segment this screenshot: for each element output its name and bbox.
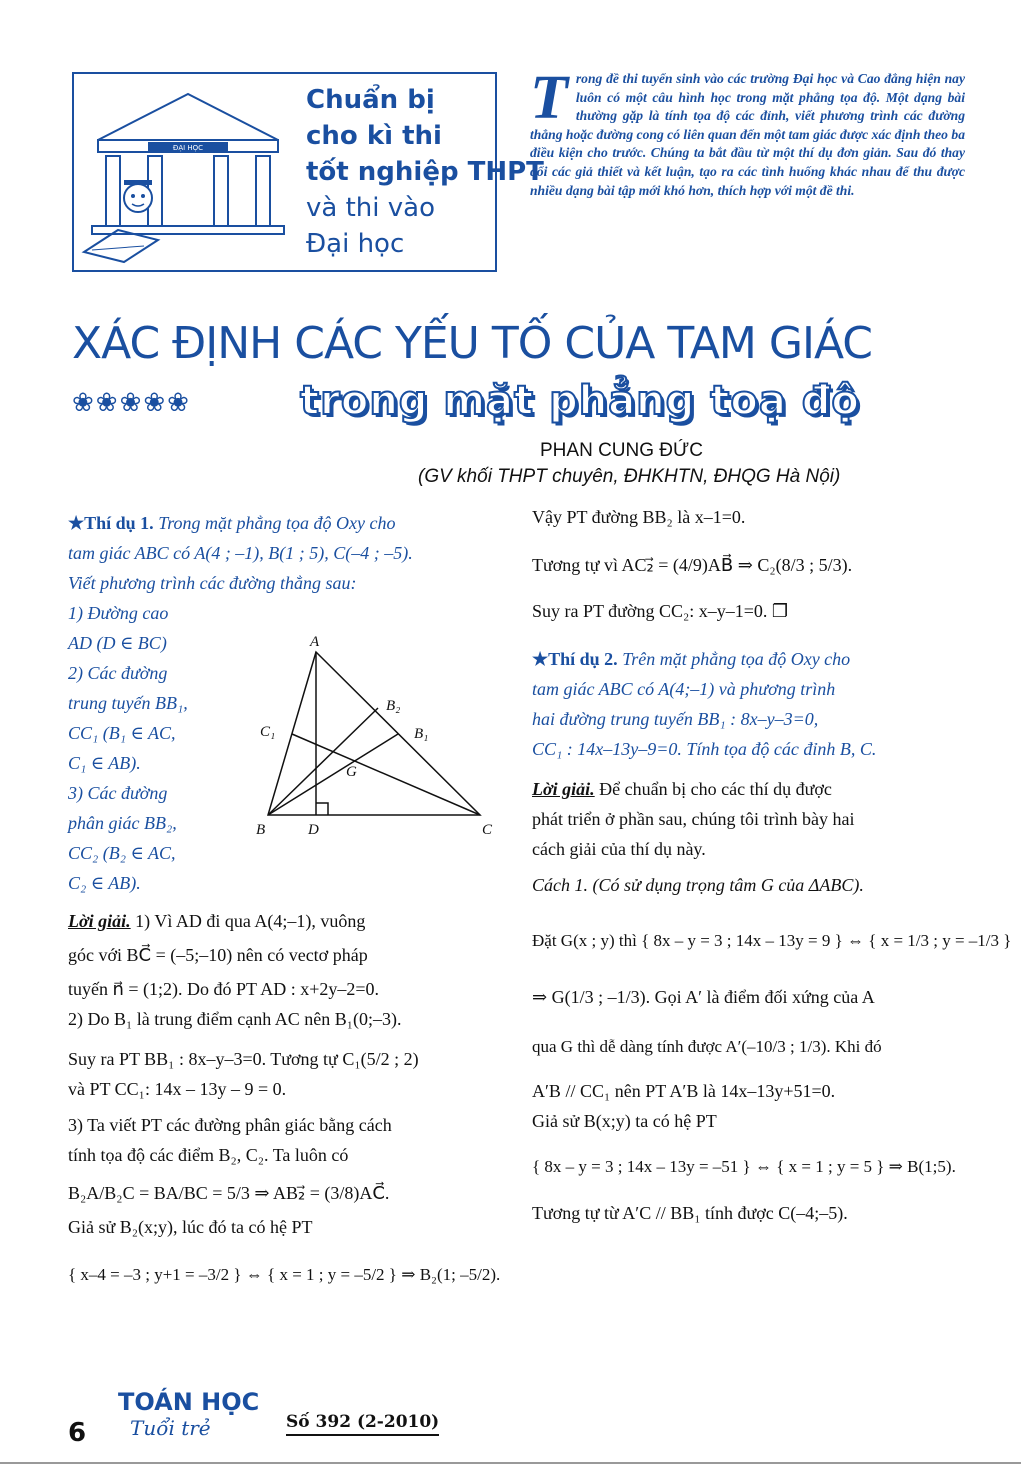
example-1-line: Trong mặt phẳng tọa độ Oxy cho: [153, 513, 396, 533]
example-1-line: 1) Đường cao: [68, 603, 169, 623]
solution-2-line: { 8x – y = 3 ; 14x – 13y = –51 } ⇔ { x = 1 ; y = 5 } ⇒ B(1;5).: [532, 1157, 956, 1176]
example-1-heading: ★Thí dụ 1.: [68, 513, 154, 533]
solution-2-line: Giả sử B(x;y) ta có hệ PT: [532, 1111, 717, 1131]
label-d: D: [308, 822, 319, 838]
solution-1-line: và PT CC₁: 14x – 13y – 9 = 0.: [68, 1079, 287, 1099]
example-2-line: Trên mặt phẳng tọa độ Oxy cho: [617, 649, 851, 669]
article-title: XÁC ĐỊNH CÁC YẾU TỐ CỦA TAM GIÁC: [72, 318, 873, 369]
svg-text:ĐẠI HỌC: ĐẠI HỌC: [172, 144, 204, 152]
solution-1-line: 1) Vì AD đi qua A(4;–1), vuông: [130, 911, 366, 931]
author-affiliation: (GV khối THPT chuyên, ĐHKHTN, ĐHQG Hà Nội): [418, 466, 841, 487]
continuation-line: Vậy PT đường BB₂ là x–1=0.: [532, 507, 746, 527]
header-title-line-4: và thi vào: [306, 193, 435, 223]
subtitle-row: [72, 378, 952, 436]
label-c: C: [482, 822, 493, 838]
example-2-heading: ★Thí dụ 2.: [532, 649, 618, 669]
solution-1-line: Giả sử B₂(x;y), lúc đó ta có hệ PT: [68, 1217, 313, 1237]
right-column: [532, 502, 1012, 1228]
example-1-line: C₂ ∈ AB).: [68, 873, 141, 893]
page-number: 6: [68, 1418, 87, 1448]
example-2-line: tam giác ABC có A(4;–1) và phương trình: [532, 679, 836, 699]
flower-ornament-icon: ❀❀❀❀❀: [72, 388, 191, 417]
example-1-line: trung tuyến BB₁,: [68, 693, 188, 713]
example-2-line: CC₁ : 14x–13y–9=0. Tính tọa độ các đỉnh B, C.: [532, 739, 877, 759]
school-building-illustration: [78, 80, 298, 265]
magazine-logo-top: TOÁN HỌC: [118, 1388, 260, 1416]
header-title-line-3: tốt nghiệp THPT: [306, 157, 544, 187]
header-title-line-1: Chuẩn bị: [306, 85, 435, 115]
header-box: [72, 72, 544, 272]
issue-number: Số 392 (2-2010): [286, 1412, 439, 1436]
example-1-line: tam giác ABC có A(4 ; –1), B(1 ; 5), C(–4 ; –5).: [68, 543, 413, 563]
magazine-logo-bottom: Tuổi trẻ: [130, 1416, 211, 1440]
solution-1-line: 2) Do B₁ là trung điểm cạnh AC nên B₁(0;–3).: [68, 1009, 402, 1029]
solution-1-line: tính tọa độ các điểm B₂, C₂. Ta luôn có: [68, 1145, 349, 1165]
solution-2-line: cách giải của thí dụ này.: [532, 839, 706, 859]
solution-1-line: Suy ra PT BB₁ : 8x–y–3=0. Tương tự C₁(5/2 ; 2): [68, 1049, 419, 1069]
example-1-line: 2) Các đường: [68, 663, 168, 683]
header-title-line-2: cho kì thi: [306, 121, 442, 151]
continuation-line: Suy ra PT đường CC₂: x–y–1=0. ❐: [532, 601, 789, 621]
bottom-rule: [0, 1462, 1021, 1464]
solution-1-line: góc với BC⃗ = (–5;–10) nên có vectơ pháp: [68, 945, 368, 965]
continuation-line: Tương tự vì AC₂⃗ = (4/9)AB⃗ ⇒ C₂(8/3 ; 5/3).: [532, 555, 853, 575]
header-title: [306, 82, 544, 262]
label-g: G: [346, 764, 357, 780]
solution-2-line: Tương tự từ A′C // BB₁ tính được C(–4;–5).: [532, 1203, 848, 1223]
left-column: [68, 508, 503, 1290]
solution-1-line: B₂A/B₂C = BA/BC = 5/3 ⇒ AB₂⃗ = (3/8)AC⃗.: [68, 1183, 390, 1203]
solution-2-label: Lời giải.: [532, 779, 595, 799]
example-1-line: 3) Các đường: [68, 783, 168, 803]
example-2-line: hai đường trung tuyến BB₁ : 8x–y–3=0,: [532, 709, 819, 729]
solution-2-line: phát triển ở phần sau, chúng tôi trình bày hai: [532, 809, 855, 829]
triangle-abc: [268, 652, 480, 815]
label-c1: C₁: [260, 724, 276, 740]
solution-1-line: 3) Ta viết PT các đường phân giác bằng cách: [68, 1115, 392, 1135]
solution-2-line: ⇒ G(1/3 ; –1/3). Gọi A′ là điểm đối xứng của A: [532, 987, 875, 1007]
example-1-line: C₁ ∈ AB).: [68, 753, 141, 773]
triangle-figure: [250, 630, 500, 845]
example-1-line: AD (D ∈ BC): [68, 633, 167, 653]
intro-text: rong đề thi tuyển sinh vào các trường Đại học và Cao đẳng hiện nay luôn có một câu hình học trong mặt phẳng tọa độ. Một dạng bài thường gặp là tính tọa độ các đỉnh, viết phương trình các đường thẳng hoặc đường cong có liên quan đến một tam giác được xác định theo ba điều kiện cho trước. Chúng ta bắt đầu từ một thí dụ đơn giản. Sau đó thay đổi các giả thiết và kết luận, tạo ra các tình huống khác nhau để thu được nhiều dạng bài tập mới khó hơn, thích hợp với một đề thi.: [530, 71, 965, 198]
label-b1: B₁: [414, 726, 429, 742]
header-title-line-5: Đại học: [306, 229, 405, 259]
solution-2-line: Để chuẩn bị cho các thí dụ được: [594, 779, 832, 799]
example-1-line: CC₂ (B₂ ∈ AC,: [68, 843, 176, 863]
label-a: A: [310, 634, 320, 650]
article-subtitle: trong mặt phẳng toạ độ: [300, 378, 860, 424]
right-angle-mark: [316, 803, 328, 815]
example-1-line: phân giác BB₂,: [68, 813, 177, 833]
intro-dropcap: T: [530, 64, 568, 132]
example-1-line: Viết phương trình các đường thẳng sau:: [68, 573, 357, 593]
label-b2: B₂: [386, 698, 401, 714]
solution-1-line: { x–4 = –3 ; y+1 = –3/2 } ⇔ { x = 1 ; y = –5/2 } ⇒ B₂(1; –5/2).: [68, 1265, 501, 1284]
intro-paragraph: [530, 64, 965, 200]
solution-1-line: tuyến n⃗ = (1;2). Do đó PT AD : x+2y–2=0.: [68, 979, 380, 999]
solution-2-line: Đặt G(x ; y) thì { 8x – y = 3 ; 14x – 13y = 9 } ⇔ { x = 1/3 ; y = –1/3 }: [532, 931, 1012, 950]
example-1-line: CC₁ (B₁ ∈ AC,: [68, 723, 176, 743]
label-b: B: [256, 822, 266, 838]
solution-2-line: qua G thì dễ dàng tính được A′(–10/3 ; 1/3). Khi đó: [532, 1037, 882, 1056]
solution-2-line: Cách 1. (Có sử dụng trọng tâm G của ΔABC).: [532, 875, 864, 895]
solution-1-label: Lời giải.: [68, 911, 131, 931]
solution-2-line: A′B // CC₁ nên PT A′B là 14x–13y+51=0.: [532, 1081, 836, 1101]
author-name: PHAN CUNG ĐỨC: [540, 440, 703, 461]
